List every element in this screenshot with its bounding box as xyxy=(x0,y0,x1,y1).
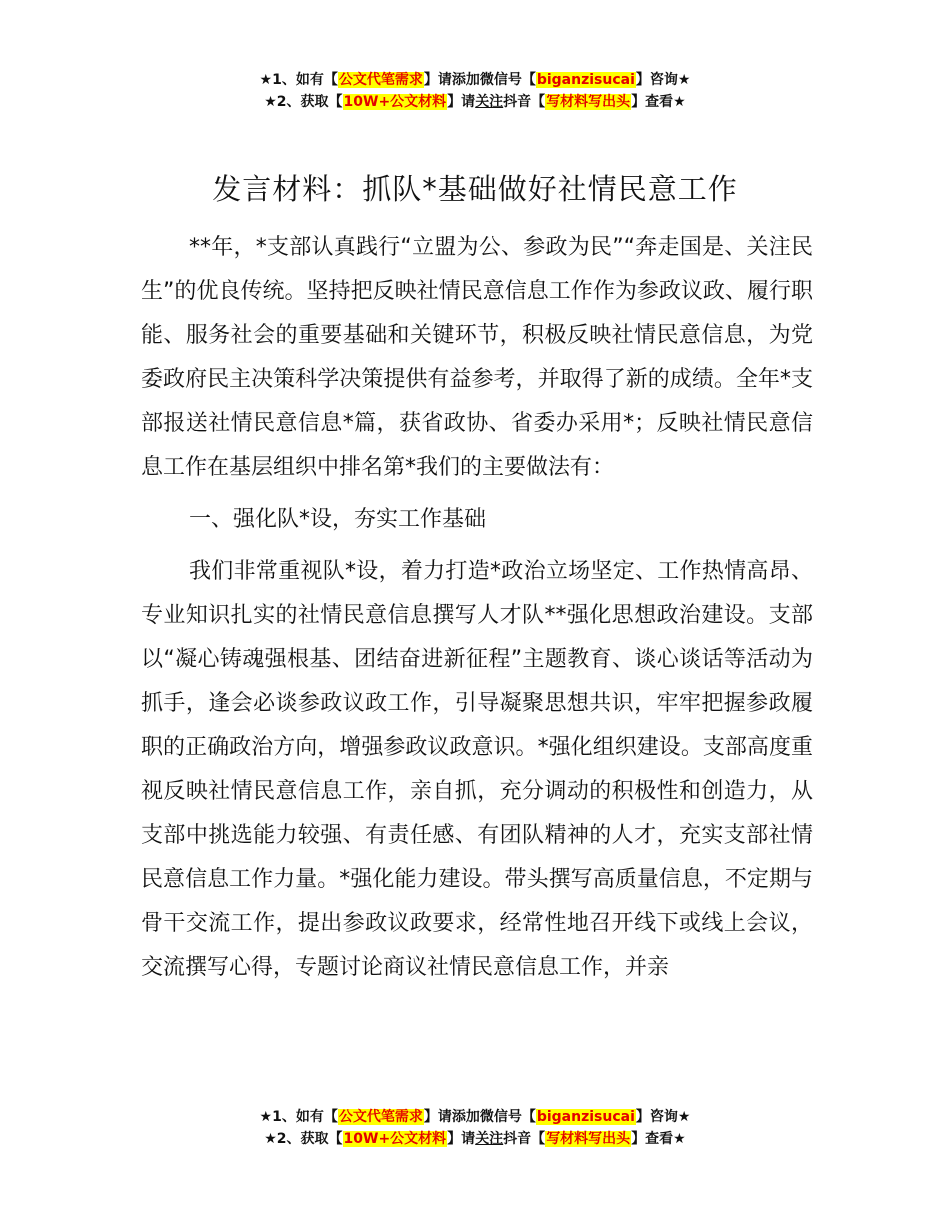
footer-banner xyxy=(0,1106,950,1150)
banner-text: 】查看★ xyxy=(631,1131,686,1147)
banner-line-1 xyxy=(0,1106,950,1128)
banner-text: ★1、如有【 xyxy=(259,1109,338,1125)
banner-text: 抖音【 xyxy=(503,1131,546,1147)
banner-douyin-id: 写材料写出头 xyxy=(546,1131,631,1147)
banner-text: 】请 xyxy=(423,1109,452,1125)
banner-emphasis: 关注 xyxy=(475,94,504,110)
banner-emphasis: 添加 xyxy=(451,72,480,88)
paragraph-intro: **年，*支部认真践行“立盟为公、参政为民”“奔走国是、关注民生”的优良传统。坚持把反映社情民意信息工作作为参政议政、履行职能、服务社会的重要基础和关键环节，积极反映社情民意信息，为党委政府民主决策科学决策提供有益参考，并取得了新的成绩。全年*支部报送社情民意信息*篇，获省政协、省委办采用*；反映社情民意信息工作在基层组织中排名第*我们的主要做法有： xyxy=(141,235,813,480)
banner-text: ★2、获取【 xyxy=(264,94,343,110)
banner-text: 】查看★ xyxy=(631,94,686,110)
banner-highlight: 10W+公文材料 xyxy=(343,1131,447,1147)
header-banner xyxy=(0,69,950,113)
banner-line-2 xyxy=(0,91,950,113)
banner-emphasis: 关注 xyxy=(475,1131,504,1147)
banner-text: 】请 xyxy=(423,72,452,88)
banner-wechat-id: biganzisucai xyxy=(536,72,635,88)
banner-highlight: 10W+公文材料 xyxy=(343,94,447,110)
banner-text: ★2、获取【 xyxy=(264,1131,343,1147)
document-title: 发言材料：抓队*基础做好社情民意工作 xyxy=(212,172,738,206)
banner-text: 微信号【 xyxy=(479,72,536,88)
banner-text: 微信号【 xyxy=(479,1109,536,1125)
banner-wechat-id: biganzisucai xyxy=(536,1109,635,1125)
banner-text: 抖音【 xyxy=(503,94,546,110)
banner-highlight: 公文代笔需求 xyxy=(338,72,423,88)
banner-text: ★1、如有【 xyxy=(259,72,338,88)
banner-text: 】咨询★ xyxy=(635,72,691,88)
section-heading: 一、强化队*设，夯实工作基础 xyxy=(189,507,487,532)
banner-douyin-id: 写材料写出头 xyxy=(546,94,631,110)
banner-text: 】请 xyxy=(447,94,476,110)
banner-emphasis: 添加 xyxy=(451,1109,480,1125)
banner-text: 】咨询★ xyxy=(635,1109,691,1125)
banner-line-2 xyxy=(0,1128,950,1150)
paragraph-section-1: 我们非常重视队*设，着力打造*政治立场坚定、工作热情高昂、专业知识扎实的社情民意信息撰写人才队**强化思想政治建设。支部以“凝心铸魂强根基、团结奋进新征程”主题教育、谈心谈话等活动为抓手，逢会必谈参政议政工作，引导凝聚思想共识，牢牢把握参政履职的正确政治方向，增强参政议政意识。*强化组织建设。支部高度重视反映社情民意信息工作，亲自抓，充分调动的积极性和创造力，从支部中挑选能力较强、有责任感、有团队精神的人才，充实支部社情民意信息工作力量。*强化能力建设。带头撰写高质量信息，不定期与骨干交流工作，提出参政议政要求，经常性地召开线下或线上会议，交流撰写心得，专题讨论商议社情民意信息工作，并亲 xyxy=(141,559,813,980)
banner-text: 】请 xyxy=(447,1131,476,1147)
document-body xyxy=(141,226,813,990)
banner-highlight: 公文代笔需求 xyxy=(338,1109,423,1125)
banner-line-1 xyxy=(0,69,950,91)
